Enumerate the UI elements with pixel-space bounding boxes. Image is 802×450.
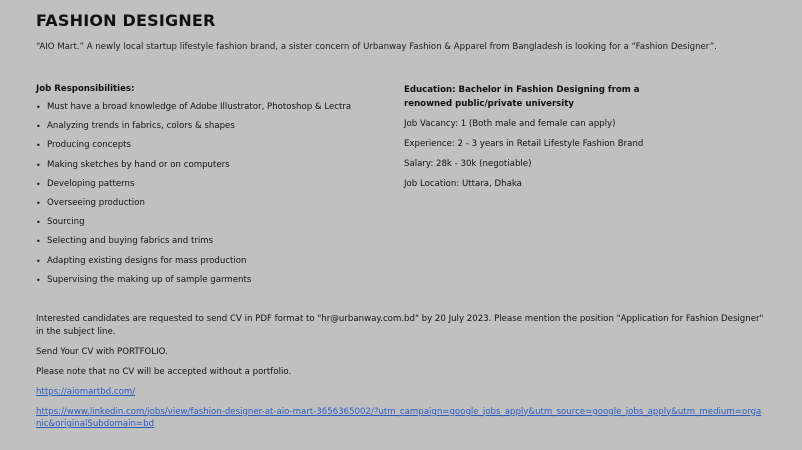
bullet-icon: • xyxy=(36,237,41,247)
job-details-section xyxy=(404,83,704,198)
experience-requirement: Experience: 2 - 3 years in Retail Lifestyle Fashion Brand xyxy=(404,139,644,149)
salary: Salary: 28k - 30k (negotiable) xyxy=(404,159,532,169)
bullet-icon: • xyxy=(36,160,41,170)
bullet-icon: • xyxy=(36,122,41,132)
list-item: • Selecting and buying fabrics and trims xyxy=(36,236,214,247)
bullet-icon: • xyxy=(36,275,41,285)
responsibilities-heading: Job Responsibilities: xyxy=(36,84,135,94)
list-item: • Developing patterns xyxy=(36,178,135,189)
bullet-icon: • xyxy=(36,198,41,208)
application-instructions: Interested candidates are requested to send CV in PDF format to "hr@urbanway.com.bd" by 20 July 2023. Please mention the position "Application for Fashion Designer" in the subject line. xyxy=(36,314,764,337)
portfolio-requirement: Send Your CV with PORTFOLIO. xyxy=(36,346,168,357)
list-item: • Must have a broad knowledge of Adobe Illustrator, Photoshop & Lectra xyxy=(36,102,352,112)
job-location: Job Location: Uttara, Dhaka xyxy=(404,179,522,189)
education-requirement: Education: Bachelor in Fashion Designing from a renowned public/private university xyxy=(404,85,640,109)
list-item: • Making sketches by hand or on computers xyxy=(36,159,230,170)
intro-text: “AIO Mart.” A newly local startup lifestyle fashion brand, a sister concern of Urbanway Fashion & Apparel from Bangladesh is looking for a “Fashion Designer”. xyxy=(36,42,717,52)
linkedin-job-link[interactable]: https://www.linkedin.com/jobs/view/fashion-designer-at-aio-mart-3656365002/?utm_campaign=google_jobs_apply&utm_source=google_jobs_apply&utm_medium=organic&originalSubdomain=bd xyxy=(36,406,762,429)
list-item: • Producing concepts xyxy=(36,140,132,151)
bullet-icon: • xyxy=(36,103,41,112)
list-item: • Overseeing production xyxy=(36,197,145,208)
responsibilities-section xyxy=(36,84,386,294)
portfolio-note: Please note that no CV will be accepted without a portfolio. xyxy=(36,366,292,377)
bullet-icon: • xyxy=(36,179,41,189)
responsibilities-list xyxy=(36,102,386,294)
bullet-icon: • xyxy=(36,256,41,266)
list-item: • Supervising the making up of sample garments xyxy=(36,274,252,285)
job-vacancy: Job Vacancy: 1 (Both male and female can apply) xyxy=(404,119,616,129)
website-link[interactable]: https://aiomartbd.com/ xyxy=(36,386,136,397)
bullet-icon: • xyxy=(36,141,41,151)
list-item: • Analyzing trends in fabrics, colors & shapes xyxy=(36,121,235,132)
page-title: FASHION DESIGNER xyxy=(36,11,216,30)
bullet-icon: • xyxy=(36,218,41,228)
list-item: • Adapting existing designs for mass production xyxy=(36,255,247,266)
list-item: • Sourcing xyxy=(36,217,85,228)
application-section xyxy=(36,313,766,431)
